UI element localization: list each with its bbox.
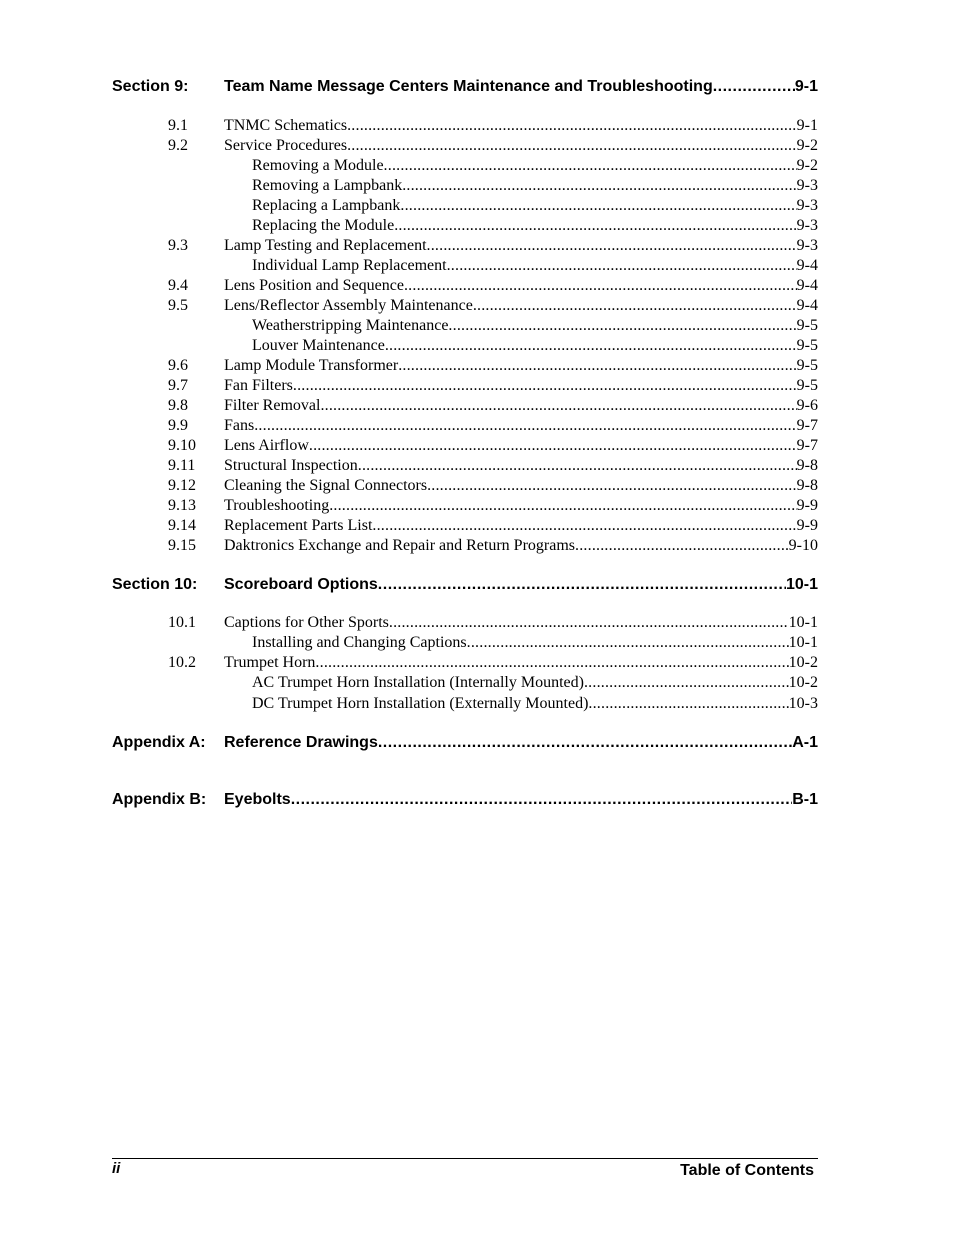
toc-subentry[interactable] bbox=[168, 695, 818, 715]
entry-title: Removing a Module bbox=[252, 157, 384, 174]
entry-page: 9-4 bbox=[796, 257, 818, 274]
toc-entry[interactable] bbox=[168, 397, 818, 417]
entry-number: 9.8 bbox=[168, 397, 188, 414]
dot-leader bbox=[378, 576, 786, 594]
entry-number: 9.1 bbox=[168, 117, 188, 134]
entry-page: 9-6 bbox=[796, 397, 818, 414]
entry-page: 9-3 bbox=[796, 177, 818, 194]
entry-title: TNMC Schematics bbox=[224, 117, 348, 134]
dot-leader bbox=[347, 137, 797, 155]
entry-number: 9.9 bbox=[168, 417, 188, 434]
dot-leader bbox=[588, 695, 788, 713]
footer-page-number: ii bbox=[112, 1160, 121, 1177]
entry-title: Lens Airflow bbox=[224, 437, 309, 454]
dot-leader bbox=[384, 157, 797, 175]
entry-number: 9.5 bbox=[168, 297, 188, 314]
entry-title: Installing and Changing Captions bbox=[252, 634, 467, 651]
entry-page: 10-3 bbox=[788, 695, 818, 712]
dot-leader bbox=[378, 734, 792, 752]
section-label: Section 10: bbox=[112, 576, 198, 593]
section-page: 10-1 bbox=[785, 576, 818, 593]
entry-page: 9-2 bbox=[796, 137, 818, 154]
dot-leader bbox=[315, 654, 788, 672]
entry-title: Captions for Other Sports bbox=[224, 614, 389, 631]
toc-subentry[interactable] bbox=[168, 634, 818, 654]
entry-number: 9.11 bbox=[168, 457, 196, 474]
entry-page: 10-1 bbox=[788, 614, 818, 631]
toc-entry[interactable] bbox=[168, 357, 818, 377]
toc-entry[interactable] bbox=[168, 297, 818, 317]
section-title: Eyebolts bbox=[224, 791, 291, 808]
toc-subentry[interactable] bbox=[168, 217, 818, 237]
dot-leader bbox=[293, 377, 797, 395]
entry-title: Service Procedures bbox=[224, 137, 348, 154]
entry-number: 9.4 bbox=[168, 277, 188, 294]
toc-entry[interactable] bbox=[168, 237, 818, 257]
section-label: Appendix A: bbox=[112, 734, 206, 751]
toc-subentry[interactable] bbox=[168, 177, 818, 197]
dot-leader bbox=[394, 217, 796, 235]
toc-subentry[interactable] bbox=[168, 337, 818, 357]
entry-title: AC Trumpet Horn Installation (Internally Mounted) bbox=[252, 674, 584, 691]
dot-leader bbox=[448, 317, 796, 335]
entry-page: 9-4 bbox=[796, 277, 818, 294]
entry-title: Lamp Testing and Replacement bbox=[224, 237, 427, 254]
entry-title: DC Trumpet Horn Installation (Externally Mounted) bbox=[252, 695, 589, 712]
dot-leader bbox=[447, 257, 797, 275]
entry-page: 9-5 bbox=[796, 357, 818, 374]
entry-page: 10-1 bbox=[788, 634, 818, 651]
toc-entry[interactable] bbox=[168, 614, 818, 634]
entry-page: 9-9 bbox=[796, 517, 818, 534]
entry-page: 10-2 bbox=[788, 654, 818, 671]
dot-leader bbox=[309, 437, 797, 455]
dot-leader bbox=[575, 537, 789, 555]
entry-title: Replacement Parts List bbox=[224, 517, 373, 534]
entry-page: 9-7 bbox=[796, 417, 818, 434]
toc-subentry[interactable] bbox=[168, 157, 818, 177]
toc-entry[interactable] bbox=[168, 457, 818, 477]
entry-page: 9-3 bbox=[796, 237, 818, 254]
entry-title: Filter Removal bbox=[224, 397, 321, 414]
toc-entry[interactable] bbox=[168, 654, 818, 674]
dot-leader bbox=[398, 357, 796, 375]
dot-leader bbox=[427, 477, 797, 495]
toc-entry[interactable] bbox=[168, 477, 818, 497]
entry-page: 9-9 bbox=[796, 497, 818, 514]
toc-appendix-a[interactable] bbox=[112, 734, 818, 756]
section-title: Reference Drawings bbox=[224, 734, 378, 751]
dot-leader bbox=[400, 197, 796, 215]
entry-page: 9-8 bbox=[796, 457, 818, 474]
toc-entry[interactable] bbox=[168, 377, 818, 397]
dot-leader bbox=[713, 78, 795, 96]
section-page: B-1 bbox=[792, 791, 818, 808]
dot-leader bbox=[254, 417, 796, 435]
section-title: Scoreboard Options bbox=[224, 576, 378, 593]
section-label: Section 9: bbox=[112, 78, 189, 95]
entry-number: 9.12 bbox=[168, 477, 196, 494]
entry-title: Louver Maintenance bbox=[252, 337, 385, 354]
entry-number: 9.15 bbox=[168, 537, 196, 554]
entry-page: 9-5 bbox=[796, 317, 818, 334]
dot-leader bbox=[389, 614, 789, 632]
toc-entry[interactable] bbox=[168, 497, 818, 517]
entry-page: 9-1 bbox=[796, 117, 818, 134]
entry-page: 9-3 bbox=[796, 217, 818, 234]
entry-number: 9.2 bbox=[168, 137, 188, 154]
toc-subentry[interactable] bbox=[168, 674, 818, 694]
entry-title: Trumpet Horn bbox=[224, 654, 316, 671]
toc-entry[interactable] bbox=[168, 417, 818, 437]
entry-title: Lens/Reflector Assembly Maintenance bbox=[224, 297, 473, 314]
entry-page: 9-3 bbox=[796, 197, 818, 214]
entry-page: 9-2 bbox=[796, 157, 818, 174]
entry-title: Fans bbox=[224, 417, 255, 434]
footer-title: Table of Contents bbox=[680, 1162, 814, 1179]
toc-subentry[interactable] bbox=[168, 257, 818, 277]
dot-leader bbox=[372, 517, 796, 535]
dot-leader bbox=[347, 117, 797, 135]
entry-title: Daktronics Exchange and Repair and Return Programs bbox=[224, 537, 576, 554]
entry-number: 9.14 bbox=[168, 517, 196, 534]
entry-page: 9-10 bbox=[788, 537, 818, 554]
footer-rule bbox=[112, 1158, 818, 1159]
toc-section-9[interactable] bbox=[112, 78, 818, 100]
section-page: A-1 bbox=[792, 734, 818, 751]
entry-title: Weatherstripping Maintenance bbox=[252, 317, 449, 334]
toc-entry[interactable] bbox=[168, 537, 818, 557]
entry-title: Lens Position and Sequence bbox=[224, 277, 404, 294]
dot-leader bbox=[584, 674, 789, 692]
entry-page: 9-8 bbox=[796, 477, 818, 494]
entry-page: 9-4 bbox=[796, 297, 818, 314]
toc-entry[interactable] bbox=[168, 137, 818, 157]
entry-title: Removing a Lampbank bbox=[252, 177, 403, 194]
toc-entry[interactable] bbox=[168, 517, 818, 537]
entry-title: Individual Lamp Replacement bbox=[252, 257, 447, 274]
entry-page: 9-5 bbox=[796, 337, 818, 354]
entry-page: 9-5 bbox=[796, 377, 818, 394]
toc-entry[interactable] bbox=[168, 437, 818, 457]
toc-subentry[interactable] bbox=[168, 317, 818, 337]
section-title: Team Name Message Centers Maintenance and Troubleshooting bbox=[224, 78, 713, 95]
entry-page: 9-7 bbox=[796, 437, 818, 454]
dot-leader bbox=[404, 277, 797, 295]
dot-leader bbox=[320, 397, 796, 415]
entry-number: 9.3 bbox=[168, 237, 188, 254]
dot-leader bbox=[473, 297, 797, 315]
entry-number: 9.7 bbox=[168, 377, 188, 394]
dot-leader bbox=[291, 791, 793, 809]
toc-entry[interactable] bbox=[168, 117, 818, 137]
entry-title: Lamp Module Transformer bbox=[224, 357, 399, 374]
dot-leader bbox=[402, 177, 796, 195]
section-label: Appendix B: bbox=[112, 791, 207, 808]
dot-leader bbox=[329, 497, 796, 515]
dot-leader bbox=[358, 457, 797, 475]
entry-title: Cleaning the Signal Connectors bbox=[224, 477, 428, 494]
entry-number: 10.1 bbox=[168, 614, 196, 631]
entry-title: Troubleshooting bbox=[224, 497, 330, 514]
entry-number: 9.6 bbox=[168, 357, 188, 374]
entry-title: Replacing a Lampbank bbox=[252, 197, 401, 214]
dot-leader bbox=[467, 634, 789, 652]
toc-appendix-b[interactable] bbox=[112, 791, 818, 813]
entry-title: Structural Inspection bbox=[224, 457, 358, 474]
entry-number: 9.10 bbox=[168, 437, 196, 454]
toc-subentry[interactable] bbox=[168, 197, 818, 217]
toc-section-10[interactable] bbox=[112, 576, 818, 598]
toc-entry[interactable] bbox=[168, 277, 818, 297]
entry-page: 10-2 bbox=[788, 674, 818, 691]
section-page: 9-1 bbox=[794, 78, 818, 95]
entry-title: Fan Filters bbox=[224, 377, 293, 394]
dot-leader bbox=[385, 337, 797, 355]
dot-leader bbox=[427, 237, 797, 255]
entry-number: 9.13 bbox=[168, 497, 196, 514]
entry-number: 10.2 bbox=[168, 654, 196, 671]
entry-title: Replacing the Module bbox=[252, 217, 395, 234]
